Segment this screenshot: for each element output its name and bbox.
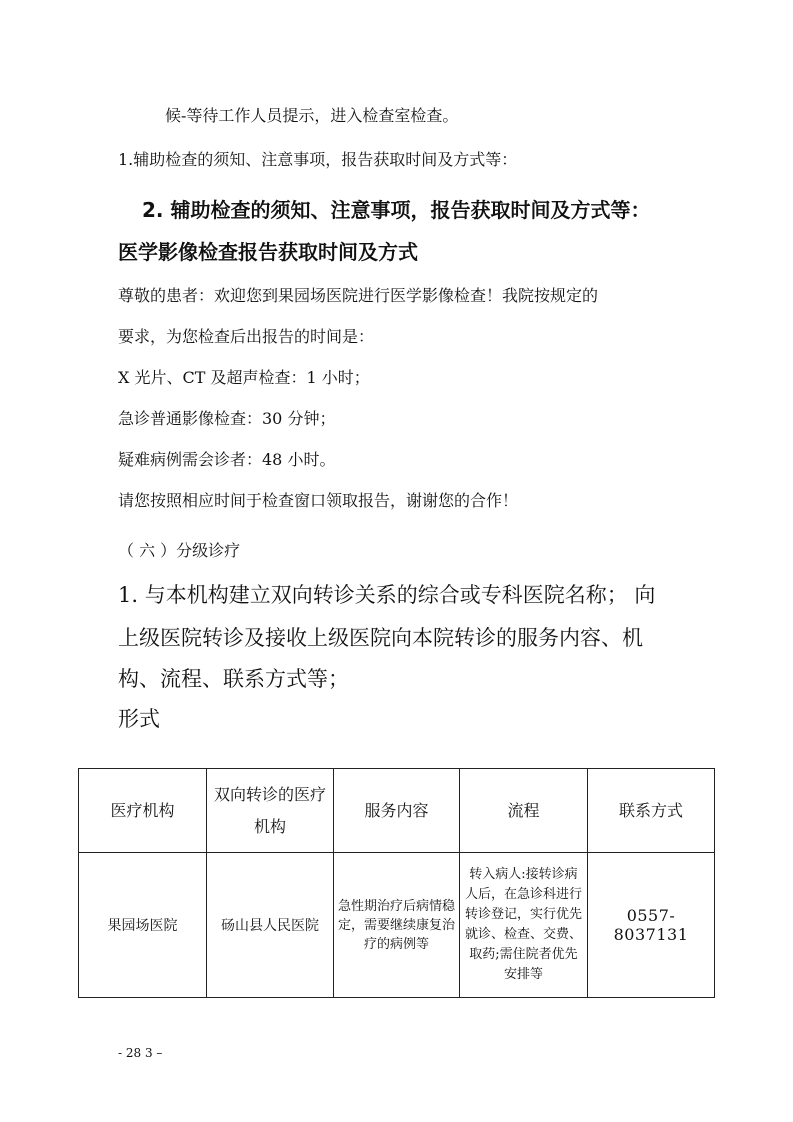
text-line-greeting: 尊敬的患者：欢迎您到果园场医院进行医学影像检查！我院按规定的 — [118, 286, 599, 305]
text-line-emergency-time: 急诊普通影像检查：30 分钟； — [118, 409, 336, 428]
text-line-pickup: 请您按照相应时间于检查窗口领取报告，谢谢您的合作！ — [118, 491, 519, 510]
heading-aux-notice: 2. 辅助检查的须知、注意事项，报告获取时间及方式等： — [142, 198, 651, 222]
text-line-waiting: 候-等待工作人员提示，进入检查室检查。 — [165, 106, 459, 125]
text-line-requirement: 要求，为您检查后出报告的时间是： — [118, 327, 375, 346]
heading-imaging-report: 医学影像检查报告获取时间及方式 — [118, 240, 418, 264]
referral-table — [78, 768, 715, 998]
header-process: 流程 — [460, 769, 588, 853]
text-line-form: 形式 — [118, 707, 160, 731]
cell-service: 急性期治疗后病情稳定，需要继续康复治疗的病例等 — [334, 853, 460, 998]
header-contact: 联系方式 — [588, 769, 715, 853]
cell-institution: 果园场医院 — [79, 853, 207, 998]
header-service: 服务内容 — [334, 769, 460, 853]
header-partner: 双向转诊的医疗机构 — [207, 769, 334, 853]
text-line-referral-3: 构、流程、联系方式等； — [118, 667, 349, 691]
text-line-aux-notice: 1.辅助检查的须知、注意事项，报告获取时间及方式等： — [118, 150, 518, 169]
text-line-referral-2: 上级医院转诊及接收上级医院向本院转诊的服务内容、机 — [118, 626, 643, 650]
text-line-consult-time: 疑难病例需会诊者：48 小时。 — [118, 450, 336, 469]
table-header-row — [79, 769, 715, 853]
cell-process: 转入病人:接转诊病人后，在急诊科进行转诊登记，实行优先就诊、检查、交费、取药;需住院者优先安排等 — [460, 853, 588, 998]
table-row — [79, 853, 715, 998]
header-institution: 医疗机构 — [79, 769, 207, 853]
text-line-xray-time: X 光片、CT 及超声检查：1 小时； — [118, 368, 370, 387]
text-line-referral-1: 1. 与本机构建立双向转诊关系的综合或专科医院名称； 向 — [118, 583, 656, 607]
cell-partner: 砀山县人民医院 — [207, 853, 334, 998]
page-number: - 28 3 – — [118, 1046, 163, 1060]
section-heading-referral: （ 六 ）分级诊疗 — [118, 541, 241, 560]
cell-contact: 0557-8037131 — [588, 853, 715, 998]
